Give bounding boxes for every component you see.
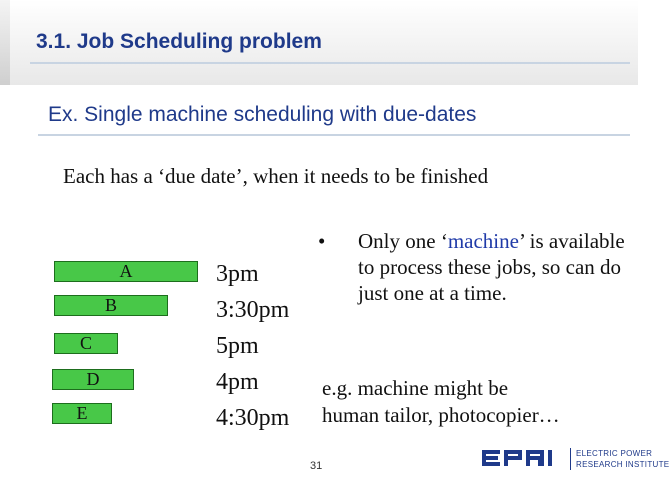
job-bar-a: A [54, 261, 198, 282]
epri-logo-icon [482, 447, 566, 469]
example-line-1: e.g. machine might be [322, 376, 509, 400]
epri-logo [482, 446, 669, 472]
bullet-text [358, 228, 634, 306]
title-divider [30, 62, 630, 64]
due-date-c: 5pm [216, 333, 259, 359]
due-date-list [216, 256, 289, 436]
slide-subtitle: Ex. Single machine scheduling with due-dates [48, 103, 477, 126]
title-accent-strip [0, 0, 10, 85]
logo-text [576, 448, 669, 470]
description-text: Each has a ‘due date’, when it needs to be finished [63, 164, 489, 188]
bullet-text-end: ’ is available to process these jobs, so can do just one at a time. [358, 229, 625, 305]
logo-text-line-1: ELECTRIC POWER [576, 449, 653, 458]
job-bar-c: C [54, 333, 118, 354]
logo-separator [570, 448, 571, 470]
page-number: 31 [310, 460, 323, 472]
bullet-marker: • [318, 229, 326, 253]
due-date-d: 4pm [216, 369, 259, 395]
job-bar-e: E [52, 403, 112, 424]
due-date-e: 4:30pm [216, 405, 290, 431]
example-line-2: human tailor, photocopier… [322, 403, 560, 427]
due-date-b: 3:30pm [216, 297, 290, 323]
logo-text-line-2: RESEARCH INSTITUTE [576, 460, 669, 469]
due-date-a: 3pm [216, 261, 259, 287]
example-text [322, 375, 632, 429]
bullet-text-start: Only one ‘ [358, 229, 448, 253]
bullet-highlight-machine: machine [447, 229, 519, 253]
job-bar-d: D [52, 369, 134, 390]
slide-title: 3.1. Job Scheduling problem [36, 30, 322, 53]
subtitle-divider [38, 134, 630, 136]
job-bar-b: B [54, 295, 168, 316]
